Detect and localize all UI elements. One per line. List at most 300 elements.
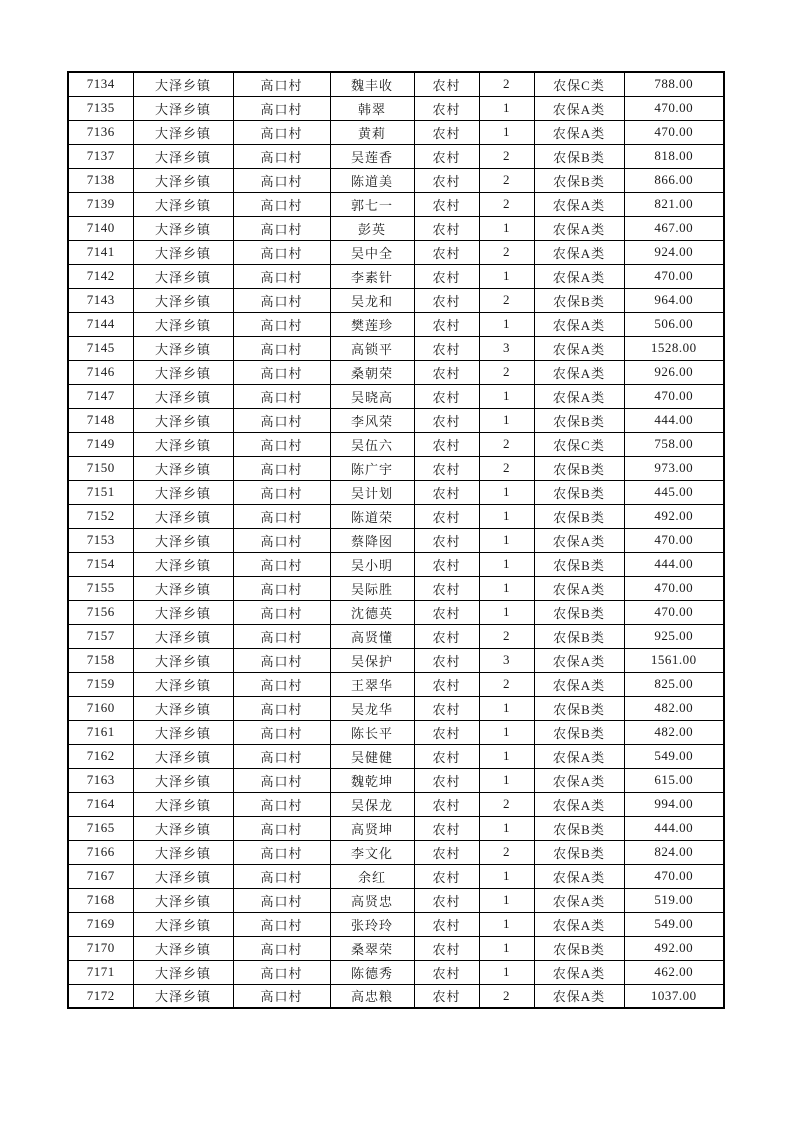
cell-town: 大泽乡镇 xyxy=(133,744,233,768)
cell-village: 高口村 xyxy=(233,936,330,960)
cell-person-name: 高忠粮 xyxy=(330,984,414,1008)
cell-town: 大泽乡镇 xyxy=(133,264,233,288)
cell-person-count: 1 xyxy=(479,744,534,768)
cell-person-count: 1 xyxy=(479,528,534,552)
cell-person-count: 1 xyxy=(479,720,534,744)
cell-village: 高口村 xyxy=(233,384,330,408)
cell-amount: 758.00 xyxy=(624,432,724,456)
cell-serial-number: 7159 xyxy=(68,672,133,696)
cell-person-count: 2 xyxy=(479,840,534,864)
cell-town: 大泽乡镇 xyxy=(133,648,233,672)
cell-amount: 926.00 xyxy=(624,360,724,384)
table-row xyxy=(68,552,724,576)
cell-serial-number: 7149 xyxy=(68,432,133,456)
cell-insurance-class: 农保A类 xyxy=(534,216,624,240)
cell-town: 大泽乡镇 xyxy=(133,672,233,696)
cell-person-name: 陈广宇 xyxy=(330,456,414,480)
cell-person-count: 1 xyxy=(479,960,534,984)
cell-category: 农村 xyxy=(414,888,479,912)
cell-category: 农村 xyxy=(414,480,479,504)
cell-category: 农村 xyxy=(414,936,479,960)
cell-category: 农村 xyxy=(414,168,479,192)
cell-person-count: 1 xyxy=(479,96,534,120)
cell-village: 高口村 xyxy=(233,312,330,336)
table-row xyxy=(68,408,724,432)
cell-amount: 482.00 xyxy=(624,720,724,744)
cell-village: 高口村 xyxy=(233,912,330,936)
cell-village: 高口村 xyxy=(233,888,330,912)
cell-serial-number: 7168 xyxy=(68,888,133,912)
cell-amount: 444.00 xyxy=(624,408,724,432)
table-row xyxy=(68,960,724,984)
cell-amount: 994.00 xyxy=(624,792,724,816)
cell-category: 农村 xyxy=(414,216,479,240)
cell-insurance-class: 农保A类 xyxy=(534,336,624,360)
cell-insurance-class: 农保B类 xyxy=(534,552,624,576)
cell-insurance-class: 农保A类 xyxy=(534,96,624,120)
cell-serial-number: 7142 xyxy=(68,264,133,288)
cell-category: 农村 xyxy=(414,144,479,168)
cell-serial-number: 7146 xyxy=(68,360,133,384)
cell-town: 大泽乡镇 xyxy=(133,576,233,600)
cell-insurance-class: 农保B类 xyxy=(534,840,624,864)
cell-village: 高口村 xyxy=(233,240,330,264)
cell-person-count: 2 xyxy=(479,432,534,456)
cell-amount: 821.00 xyxy=(624,192,724,216)
cell-insurance-class: 农保B类 xyxy=(534,720,624,744)
cell-person-count: 1 xyxy=(479,696,534,720)
cell-town: 大泽乡镇 xyxy=(133,720,233,744)
cell-amount: 462.00 xyxy=(624,960,724,984)
cell-category: 农村 xyxy=(414,504,479,528)
cell-insurance-class: 农保B类 xyxy=(534,600,624,624)
cell-person-count: 2 xyxy=(479,168,534,192)
cell-category: 农村 xyxy=(414,840,479,864)
cell-amount: 925.00 xyxy=(624,624,724,648)
cell-village: 高口村 xyxy=(233,480,330,504)
cell-village: 高口村 xyxy=(233,696,330,720)
cell-village: 高口村 xyxy=(233,456,330,480)
cell-village: 高口村 xyxy=(233,984,330,1008)
cell-amount: 482.00 xyxy=(624,696,724,720)
cell-serial-number: 7151 xyxy=(68,480,133,504)
cell-town: 大泽乡镇 xyxy=(133,360,233,384)
cell-category: 农村 xyxy=(414,240,479,264)
cell-town: 大泽乡镇 xyxy=(133,960,233,984)
cell-village: 高口村 xyxy=(233,96,330,120)
table-row xyxy=(68,864,724,888)
cell-insurance-class: 农保B类 xyxy=(534,696,624,720)
cell-serial-number: 7134 xyxy=(68,72,133,96)
cell-category: 农村 xyxy=(414,696,479,720)
cell-person-name: 吴健健 xyxy=(330,744,414,768)
cell-serial-number: 7137 xyxy=(68,144,133,168)
cell-person-count: 1 xyxy=(479,816,534,840)
cell-person-name: 高贤坤 xyxy=(330,816,414,840)
cell-person-name: 吴保龙 xyxy=(330,792,414,816)
cell-amount: 1561.00 xyxy=(624,648,724,672)
cell-town: 大泽乡镇 xyxy=(133,432,233,456)
cell-person-count: 1 xyxy=(479,384,534,408)
cell-person-name: 高贤忠 xyxy=(330,888,414,912)
cell-category: 农村 xyxy=(414,600,479,624)
cell-insurance-class: 农保B类 xyxy=(534,456,624,480)
cell-insurance-class: 农保C类 xyxy=(534,432,624,456)
cell-serial-number: 7158 xyxy=(68,648,133,672)
cell-village: 高口村 xyxy=(233,624,330,648)
cell-insurance-class: 农保A类 xyxy=(534,960,624,984)
cell-serial-number: 7136 xyxy=(68,120,133,144)
cell-insurance-class: 农保A类 xyxy=(534,912,624,936)
cell-serial-number: 7139 xyxy=(68,192,133,216)
cell-amount: 470.00 xyxy=(624,96,724,120)
cell-amount: 519.00 xyxy=(624,888,724,912)
cell-serial-number: 7143 xyxy=(68,288,133,312)
cell-person-count: 3 xyxy=(479,648,534,672)
cell-person-name: 陈道美 xyxy=(330,168,414,192)
cell-town: 大泽乡镇 xyxy=(133,840,233,864)
cell-serial-number: 7141 xyxy=(68,240,133,264)
cell-insurance-class: 农保A类 xyxy=(534,864,624,888)
cell-town: 大泽乡镇 xyxy=(133,504,233,528)
cell-serial-number: 7145 xyxy=(68,336,133,360)
cell-insurance-class: 农保A类 xyxy=(534,792,624,816)
beneficiary-table-body xyxy=(68,72,724,1008)
cell-person-name: 吴晓高 xyxy=(330,384,414,408)
cell-person-count: 3 xyxy=(479,336,534,360)
cell-person-name: 李素针 xyxy=(330,264,414,288)
cell-village: 高口村 xyxy=(233,144,330,168)
cell-person-name: 李文化 xyxy=(330,840,414,864)
table-row xyxy=(68,720,724,744)
cell-village: 高口村 xyxy=(233,360,330,384)
cell-person-name: 高锁平 xyxy=(330,336,414,360)
table-row xyxy=(68,768,724,792)
cell-amount: 470.00 xyxy=(624,864,724,888)
cell-insurance-class: 农保A类 xyxy=(534,360,624,384)
cell-village: 高口村 xyxy=(233,336,330,360)
cell-serial-number: 7155 xyxy=(68,576,133,600)
cell-person-count: 2 xyxy=(479,240,534,264)
cell-person-name: 吴龙和 xyxy=(330,288,414,312)
cell-person-name: 吴莲香 xyxy=(330,144,414,168)
cell-insurance-class: 农保A类 xyxy=(534,384,624,408)
cell-serial-number: 7150 xyxy=(68,456,133,480)
cell-village: 高口村 xyxy=(233,288,330,312)
cell-serial-number: 7153 xyxy=(68,528,133,552)
cell-amount: 445.00 xyxy=(624,480,724,504)
cell-amount: 470.00 xyxy=(624,120,724,144)
table-row xyxy=(68,624,724,648)
table-row xyxy=(68,360,724,384)
table-row xyxy=(68,648,724,672)
cell-insurance-class: 农保B类 xyxy=(534,480,624,504)
table-row xyxy=(68,264,724,288)
cell-category: 农村 xyxy=(414,672,479,696)
cell-category: 农村 xyxy=(414,984,479,1008)
cell-category: 农村 xyxy=(414,384,479,408)
cell-person-name: 魏乾坤 xyxy=(330,768,414,792)
cell-amount: 1528.00 xyxy=(624,336,724,360)
cell-amount: 492.00 xyxy=(624,504,724,528)
cell-town: 大泽乡镇 xyxy=(133,552,233,576)
cell-insurance-class: 农保A类 xyxy=(534,984,624,1008)
cell-category: 农村 xyxy=(414,264,479,288)
beneficiary-table xyxy=(67,71,725,1009)
cell-town: 大泽乡镇 xyxy=(133,936,233,960)
cell-category: 农村 xyxy=(414,864,479,888)
cell-serial-number: 7166 xyxy=(68,840,133,864)
cell-person-count: 2 xyxy=(479,144,534,168)
cell-village: 高口村 xyxy=(233,744,330,768)
cell-insurance-class: 农保A类 xyxy=(534,528,624,552)
cell-town: 大泽乡镇 xyxy=(133,168,233,192)
table-row xyxy=(68,936,724,960)
cell-serial-number: 7156 xyxy=(68,600,133,624)
cell-village: 高口村 xyxy=(233,960,330,984)
table-row xyxy=(68,504,724,528)
cell-serial-number: 7170 xyxy=(68,936,133,960)
cell-insurance-class: 农保A类 xyxy=(534,672,624,696)
cell-insurance-class: 农保A类 xyxy=(534,240,624,264)
cell-village: 高口村 xyxy=(233,672,330,696)
cell-serial-number: 7162 xyxy=(68,744,133,768)
cell-person-name: 蔡降囡 xyxy=(330,528,414,552)
cell-serial-number: 7157 xyxy=(68,624,133,648)
cell-person-name: 桑朝荣 xyxy=(330,360,414,384)
cell-town: 大泽乡镇 xyxy=(133,72,233,96)
cell-insurance-class: 农保A类 xyxy=(534,120,624,144)
cell-category: 农村 xyxy=(414,192,479,216)
cell-serial-number: 7172 xyxy=(68,984,133,1008)
cell-amount: 444.00 xyxy=(624,816,724,840)
cell-town: 大泽乡镇 xyxy=(133,240,233,264)
cell-insurance-class: 农保B类 xyxy=(534,504,624,528)
cell-person-count: 1 xyxy=(479,504,534,528)
cell-amount: 964.00 xyxy=(624,288,724,312)
cell-person-name: 桑翠荣 xyxy=(330,936,414,960)
cell-person-name: 吴保护 xyxy=(330,648,414,672)
cell-town: 大泽乡镇 xyxy=(133,384,233,408)
table-row xyxy=(68,984,724,1008)
cell-amount: 470.00 xyxy=(624,576,724,600)
cell-insurance-class: 农保C类 xyxy=(534,72,624,96)
cell-person-count: 2 xyxy=(479,984,534,1008)
cell-serial-number: 7140 xyxy=(68,216,133,240)
cell-person-count: 1 xyxy=(479,312,534,336)
cell-person-name: 沈德英 xyxy=(330,600,414,624)
cell-village: 高口村 xyxy=(233,864,330,888)
cell-serial-number: 7138 xyxy=(68,168,133,192)
cell-insurance-class: 农保B类 xyxy=(534,624,624,648)
cell-person-count: 1 xyxy=(479,576,534,600)
cell-village: 高口村 xyxy=(233,192,330,216)
cell-person-count: 2 xyxy=(479,792,534,816)
table-row xyxy=(68,792,724,816)
cell-village: 高口村 xyxy=(233,408,330,432)
table-row xyxy=(68,816,724,840)
cell-person-name: 李风荣 xyxy=(330,408,414,432)
cell-village: 高口村 xyxy=(233,120,330,144)
table-row xyxy=(68,168,724,192)
cell-amount: 615.00 xyxy=(624,768,724,792)
cell-amount: 492.00 xyxy=(624,936,724,960)
cell-insurance-class: 农保A类 xyxy=(534,312,624,336)
cell-category: 农村 xyxy=(414,336,479,360)
cell-person-name: 吴计划 xyxy=(330,480,414,504)
cell-amount: 506.00 xyxy=(624,312,724,336)
table-row xyxy=(68,744,724,768)
table-row xyxy=(68,912,724,936)
table-row xyxy=(68,312,724,336)
cell-village: 高口村 xyxy=(233,264,330,288)
cell-person-count: 2 xyxy=(479,288,534,312)
cell-person-count: 2 xyxy=(479,624,534,648)
cell-person-name: 黄莉 xyxy=(330,120,414,144)
cell-serial-number: 7148 xyxy=(68,408,133,432)
cell-village: 高口村 xyxy=(233,72,330,96)
cell-person-name: 吴小明 xyxy=(330,552,414,576)
cell-serial-number: 7147 xyxy=(68,384,133,408)
table-row xyxy=(68,600,724,624)
cell-serial-number: 7169 xyxy=(68,912,133,936)
cell-person-count: 2 xyxy=(479,672,534,696)
cell-person-name: 高贤懂 xyxy=(330,624,414,648)
table-row xyxy=(68,480,724,504)
cell-person-count: 1 xyxy=(479,912,534,936)
table-row xyxy=(68,120,724,144)
cell-category: 农村 xyxy=(414,816,479,840)
cell-town: 大泽乡镇 xyxy=(133,816,233,840)
cell-category: 农村 xyxy=(414,648,479,672)
cell-amount: 818.00 xyxy=(624,144,724,168)
table-row xyxy=(68,840,724,864)
table-row xyxy=(68,72,724,96)
cell-person-count: 2 xyxy=(479,456,534,480)
cell-insurance-class: 农保B类 xyxy=(534,144,624,168)
cell-town: 大泽乡镇 xyxy=(133,96,233,120)
cell-person-count: 1 xyxy=(479,120,534,144)
cell-amount: 470.00 xyxy=(624,600,724,624)
cell-insurance-class: 农保B类 xyxy=(534,168,624,192)
table-row xyxy=(68,384,724,408)
cell-town: 大泽乡镇 xyxy=(133,120,233,144)
cell-person-count: 2 xyxy=(479,192,534,216)
cell-person-name: 吴中全 xyxy=(330,240,414,264)
cell-person-count: 1 xyxy=(479,888,534,912)
table-row xyxy=(68,288,724,312)
cell-person-count: 2 xyxy=(479,360,534,384)
cell-person-name: 陈长平 xyxy=(330,720,414,744)
cell-category: 农村 xyxy=(414,408,479,432)
cell-person-name: 陈道荣 xyxy=(330,504,414,528)
cell-person-count: 1 xyxy=(479,768,534,792)
cell-serial-number: 7171 xyxy=(68,960,133,984)
cell-serial-number: 7163 xyxy=(68,768,133,792)
cell-serial-number: 7144 xyxy=(68,312,133,336)
cell-insurance-class: 农保B类 xyxy=(534,408,624,432)
cell-amount: 549.00 xyxy=(624,744,724,768)
table-row xyxy=(68,192,724,216)
cell-village: 高口村 xyxy=(233,576,330,600)
cell-person-name: 韩翠 xyxy=(330,96,414,120)
table-row xyxy=(68,696,724,720)
cell-category: 农村 xyxy=(414,792,479,816)
cell-category: 农村 xyxy=(414,72,479,96)
cell-village: 高口村 xyxy=(233,840,330,864)
cell-person-count: 2 xyxy=(479,72,534,96)
cell-village: 高口村 xyxy=(233,504,330,528)
cell-category: 农村 xyxy=(414,552,479,576)
cell-village: 高口村 xyxy=(233,552,330,576)
cell-town: 大泽乡镇 xyxy=(133,456,233,480)
cell-category: 农村 xyxy=(414,96,479,120)
cell-category: 农村 xyxy=(414,432,479,456)
cell-village: 高口村 xyxy=(233,432,330,456)
cell-serial-number: 7152 xyxy=(68,504,133,528)
cell-village: 高口村 xyxy=(233,168,330,192)
cell-serial-number: 7161 xyxy=(68,720,133,744)
cell-town: 大泽乡镇 xyxy=(133,792,233,816)
cell-category: 农村 xyxy=(414,912,479,936)
cell-insurance-class: 农保A类 xyxy=(534,888,624,912)
cell-amount: 1037.00 xyxy=(624,984,724,1008)
cell-amount: 973.00 xyxy=(624,456,724,480)
cell-category: 农村 xyxy=(414,960,479,984)
cell-town: 大泽乡镇 xyxy=(133,336,233,360)
cell-category: 农村 xyxy=(414,456,479,480)
cell-amount: 467.00 xyxy=(624,216,724,240)
cell-town: 大泽乡镇 xyxy=(133,864,233,888)
cell-insurance-class: 农保B类 xyxy=(534,816,624,840)
cell-person-name: 吴际胜 xyxy=(330,576,414,600)
cell-amount: 866.00 xyxy=(624,168,724,192)
cell-serial-number: 7165 xyxy=(68,816,133,840)
cell-person-count: 1 xyxy=(479,408,534,432)
cell-town: 大泽乡镇 xyxy=(133,696,233,720)
cell-town: 大泽乡镇 xyxy=(133,624,233,648)
table-row xyxy=(68,888,724,912)
table-row xyxy=(68,240,724,264)
cell-town: 大泽乡镇 xyxy=(133,312,233,336)
cell-person-name: 魏丰收 xyxy=(330,72,414,96)
cell-person-count: 1 xyxy=(479,480,534,504)
cell-person-count: 1 xyxy=(479,216,534,240)
cell-amount: 549.00 xyxy=(624,912,724,936)
cell-serial-number: 7135 xyxy=(68,96,133,120)
cell-town: 大泽乡镇 xyxy=(133,888,233,912)
table-row xyxy=(68,672,724,696)
cell-person-count: 1 xyxy=(479,936,534,960)
table-row xyxy=(68,576,724,600)
cell-town: 大泽乡镇 xyxy=(133,216,233,240)
cell-town: 大泽乡镇 xyxy=(133,600,233,624)
cell-town: 大泽乡镇 xyxy=(133,768,233,792)
cell-insurance-class: 农保B类 xyxy=(534,288,624,312)
cell-person-name: 王翠华 xyxy=(330,672,414,696)
cell-amount: 824.00 xyxy=(624,840,724,864)
cell-town: 大泽乡镇 xyxy=(133,984,233,1008)
cell-person-name: 张玲玲 xyxy=(330,912,414,936)
cell-amount: 825.00 xyxy=(624,672,724,696)
table-row xyxy=(68,216,724,240)
cell-amount: 470.00 xyxy=(624,528,724,552)
cell-category: 农村 xyxy=(414,288,479,312)
cell-category: 农村 xyxy=(414,576,479,600)
cell-insurance-class: 农保A类 xyxy=(534,192,624,216)
cell-village: 高口村 xyxy=(233,792,330,816)
cell-person-name: 余红 xyxy=(330,864,414,888)
